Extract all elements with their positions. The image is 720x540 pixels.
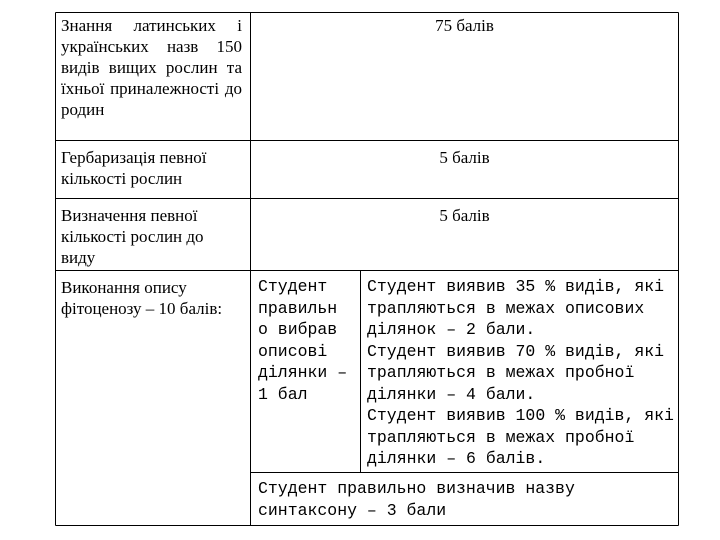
- line: синтаксону – 3 бали: [258, 500, 447, 520]
- criterion-cell: [61, 147, 242, 189]
- score-text: 5 балів: [439, 148, 490, 167]
- criterion-cell: [61, 277, 247, 319]
- sub-criterion-bottom: [258, 478, 676, 521]
- line: трапляються в межах пробної: [367, 363, 635, 382]
- line: Студент виявив 100 % видів, які: [367, 406, 674, 425]
- sub-criterion-right: [367, 276, 677, 470]
- criterion-cell: [61, 15, 242, 120]
- line: ділянок – 2 бали.: [367, 320, 536, 339]
- criterion-text: Визначення певної кількості рослин до виду: [61, 206, 204, 267]
- line: описові: [258, 341, 328, 361]
- line: 1 бал: [258, 384, 308, 404]
- score-cell: [251, 15, 678, 36]
- score-text: 5 балів: [439, 206, 490, 225]
- criterion-text: Знання латинських і українських назв 150 видів вищих рослин та їхньої приналежності до родин: [61, 16, 242, 119]
- line: о вибрав: [258, 320, 338, 339]
- line: ділянки – 6 балів.: [367, 449, 546, 468]
- line: ділянки –: [258, 363, 348, 382]
- line: Студент виявив 70 % видів, які: [367, 341, 665, 361]
- score-cell: [251, 205, 678, 226]
- line: трапляються в межах описових: [367, 298, 645, 318]
- criterion-text: Виконання опису фітоценозу – 10 балів:: [61, 278, 223, 318]
- sub-criterion-left: [258, 276, 358, 405]
- score-text: 75 балів: [435, 16, 494, 35]
- line: трапляються в межах пробної: [367, 427, 635, 447]
- line: ділянки – 4 бали.: [367, 384, 536, 404]
- criterion-cell: [61, 205, 242, 268]
- line: Студент виявив 35 % видів, які: [367, 277, 665, 296]
- score-cell: [251, 147, 678, 168]
- criterion-text: Гербаризація певної кількості рослин: [61, 148, 207, 188]
- line: правильн: [258, 298, 338, 318]
- line: Студент правильно визначив назву: [258, 479, 575, 498]
- line: Студент: [258, 277, 328, 296]
